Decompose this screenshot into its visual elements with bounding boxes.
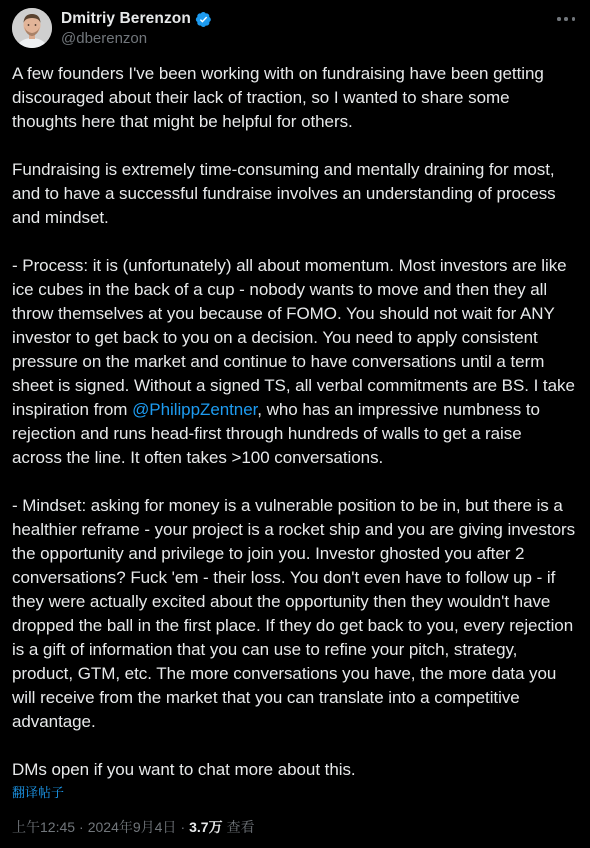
tweet-date[interactable]: 2024年9月4日	[87, 819, 177, 835]
verified-badge-icon[interactable]	[195, 11, 212, 28]
avatar-image	[12, 8, 52, 48]
more-dot	[572, 17, 576, 21]
tweet-paragraph-5: DMs open if you want to chat more about this.	[12, 760, 356, 779]
paragraph-3-text-before: - Process: it is (unfortunately) all about momentum. Most investors are like ice cubes in the back of a cup - nobody wants to move and then they all throw themselves at you because of FOMO. You should not wait for ANY investor to get back to you on a decision. You need to apply consistent pressure on the market and continue to have conversations until a term sheet is signed. Without a signed TS, all verbal commitments are BS. I take inspiration from	[12, 256, 580, 419]
meta-separator: ·	[79, 819, 84, 835]
views-label: 查看	[226, 819, 255, 835]
more-dot	[557, 17, 561, 21]
tweet-paragraph-3	[12, 254, 580, 470]
tweet-paragraph-4: - Mindset: asking for money is a vulnerable position to be in, but there is a healthier reframe - your project is a rocket ship and you are giving investors the opportunity and privilege to join you. Investor ghosted you after 2 conversations? Fuck 'em - their loss. You don't even have to follow up - if they were actually excited about the opportunity then they wouldn't have dropped the ball in the first place. If they do get back to you, every rejection is a gift of information that you can use to refine your pitch, strategy, product, GTM, etc. The more conversations you have, the more data you will receive from the market that you can translate into a competitive advantage.	[12, 496, 580, 731]
tweet-paragraph-2: Fundraising is extremely time-consuming and mentally draining for most, and to have a successful fundraise involves an understanding of process and mindset.	[12, 160, 561, 227]
more-dot	[564, 17, 568, 21]
author-info	[61, 9, 212, 47]
author-display-name[interactable]: Dmitriy Berenzon	[61, 10, 191, 27]
tweet-text	[12, 62, 580, 782]
tweet-time[interactable]: 上午12:45	[12, 819, 76, 835]
translate-post-link[interactable]: 翻译帖子	[12, 785, 65, 800]
more-options-icon[interactable]	[556, 12, 576, 26]
meta-separator: ·	[180, 819, 186, 835]
name-row	[61, 9, 212, 29]
views-count[interactable]: 3.7万	[189, 819, 223, 835]
mention-link[interactable]: @PhilippZentner	[132, 400, 258, 419]
tweet-header	[12, 8, 576, 56]
tweet-meta	[12, 817, 255, 837]
author-handle[interactable]: @dberenzon	[61, 30, 148, 47]
tweet-paragraph-1: A few founders I've been working with on fundraising have been getting discouraged about their lack of traction, so I wanted to share some thoughts here that might be helpful for others.	[12, 64, 549, 131]
avatar[interactable]	[12, 8, 52, 48]
paragraph-3-text-after: , who has an impressive numbness to rejection and runs head-first through hundreds of walls to get a raise across the line. It often takes >100 conversations.	[12, 400, 545, 467]
